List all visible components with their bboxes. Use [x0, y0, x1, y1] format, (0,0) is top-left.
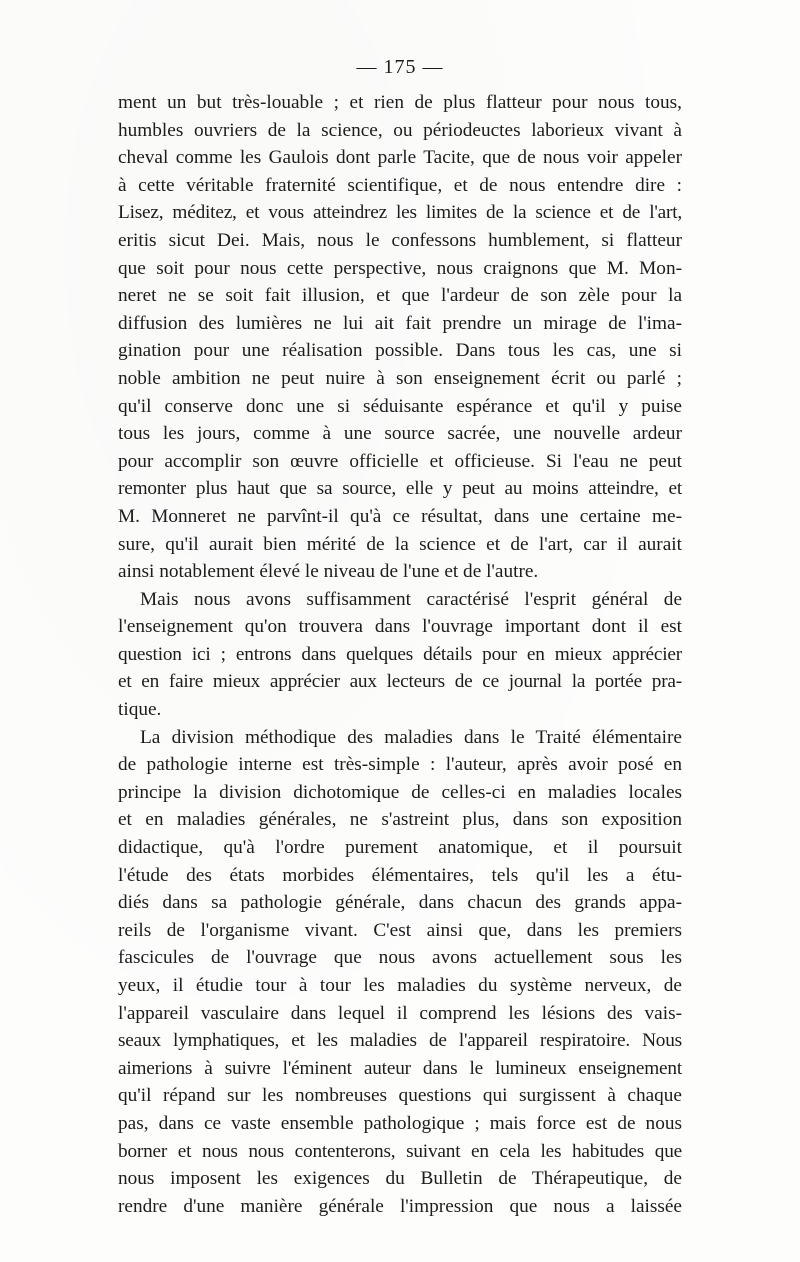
text-line: qu'il répand sur les nombreuses questions qui surgissent à chaque [118, 1085, 682, 1107]
text-line: aimerions à suivre l'éminent auteur dans le lumineux enseignement [118, 1057, 682, 1079]
text-line: principe la division dichotomique de celles-ci en maladies locales [118, 781, 682, 803]
body-text [118, 89, 682, 1220]
text-line: l'appareil vasculaire dans lequel il comprend les lésions des vais- [118, 1002, 682, 1024]
text-line: neret ne se soit fait illusion, et que l'ardeur de son zèle pour la [118, 285, 682, 307]
text-line: diés dans sa pathologie générale, dans chacun des grands appa- [118, 892, 682, 914]
text-line: sure, qu'il aurait bien mérité de la science et de l'art, car il aurait [118, 533, 682, 555]
text-line: eritis sicut Dei. Mais, nous le confessons humblement, si flatteur [118, 229, 682, 251]
text-line: cheval comme les Gaulois dont parle Tacite, que de nous voir appeler [118, 147, 682, 169]
text-line: tous les jours, comme à une source sacrée, une nouvelle ardeur [118, 423, 682, 445]
text-line: ment un but très-louable ; et rien de plus flatteur pour nous tous, [118, 92, 682, 113]
text-line: La division méthodique des maladies dans le Traité élémentaire [140, 726, 682, 748]
text-line: ainsi notablement élevé le niveau de l'une et de l'autre. [118, 561, 539, 583]
text-line: qu'il conserve donc une si séduisante espérance et qu'il y puise [118, 395, 682, 417]
text-line: remonter plus haut que sa source, elle y peut au moins atteindre, et [118, 478, 682, 500]
text-line: rendre d'une manière générale l'impression que nous a laissée [118, 1195, 682, 1217]
text-line: Mais nous avons suffisamment caractérisé l'esprit général de [140, 588, 682, 610]
text-line: gination pour une réalisation possible. Dans tous les cas, une si [118, 340, 682, 362]
text-line: reils de l'organisme vivant. C'est ainsi que, dans les premiers [118, 919, 682, 941]
text-line: de pathologie interne est très-simple : l'auteur, après avoir posé en [118, 754, 682, 776]
text-line: à cette véritable fraternité scientifique, et de nous entendre dire : [118, 174, 682, 196]
text-line: et en faire mieux apprécier aux lecteurs de ce journal la portée pra- [118, 671, 682, 693]
page-number: — 175 — [356, 56, 444, 78]
text-line: que soit pour nous cette perspective, nous craignons que M. Mon- [118, 257, 682, 279]
text-line: yeux, il étudie tour à tour les maladies du système nerveux, de [118, 975, 682, 996]
text-line: didactique, qu'à l'ordre purement anatomique, et il poursuit [118, 837, 682, 859]
text-line: tique. [118, 699, 162, 721]
text-line: seaux lymphatiques, et les maladies de l'appareil respiratoire. Nous [118, 1030, 682, 1052]
text-line: fascicules de l'ouvrage que nous avons actuellement sous les [118, 947, 682, 969]
text-line: et en maladies générales, ne s'astreint plus, dans son exposition [118, 809, 682, 831]
text-line: l'étude des états morbides élémentaires, tels qu'il les a étu- [118, 864, 682, 886]
text-line: pas, dans ce vaste ensemble pathologique ; mais force est de nous [118, 1112, 682, 1134]
text-line: diffusion des lumières ne lui ait fait prendre un mirage de l'ima- [118, 312, 682, 334]
text-line: pour accomplir son œuvre officielle et officieuse. Si l'eau ne peut [118, 450, 682, 472]
text-line: question ici ; entrons dans quelques détails pour en mieux apprécier [118, 643, 682, 665]
text-line: nous imposent les exigences du Bulletin de Thérapeutique, de [118, 1168, 682, 1190]
text-line: humbles ouvriers de la science, ou périodeuctes laborieux vivant à [118, 119, 682, 141]
text-line: borner et nous nous contenterons, suivant en cela les habitudes que [118, 1140, 682, 1162]
text-line: l'enseignement qu'on trouvera dans l'ouvrage important dont il est [118, 616, 682, 638]
text-line: M. Monneret ne parvînt-il qu'à ce résultat, dans une certaine me- [118, 505, 682, 527]
text-line: noble ambition ne peut nuire à son enseignement écrit ou parlé ; [118, 367, 682, 389]
text-line: Lisez, méditez, et vous atteindrez les limites de la science et de l'art, [118, 202, 682, 224]
